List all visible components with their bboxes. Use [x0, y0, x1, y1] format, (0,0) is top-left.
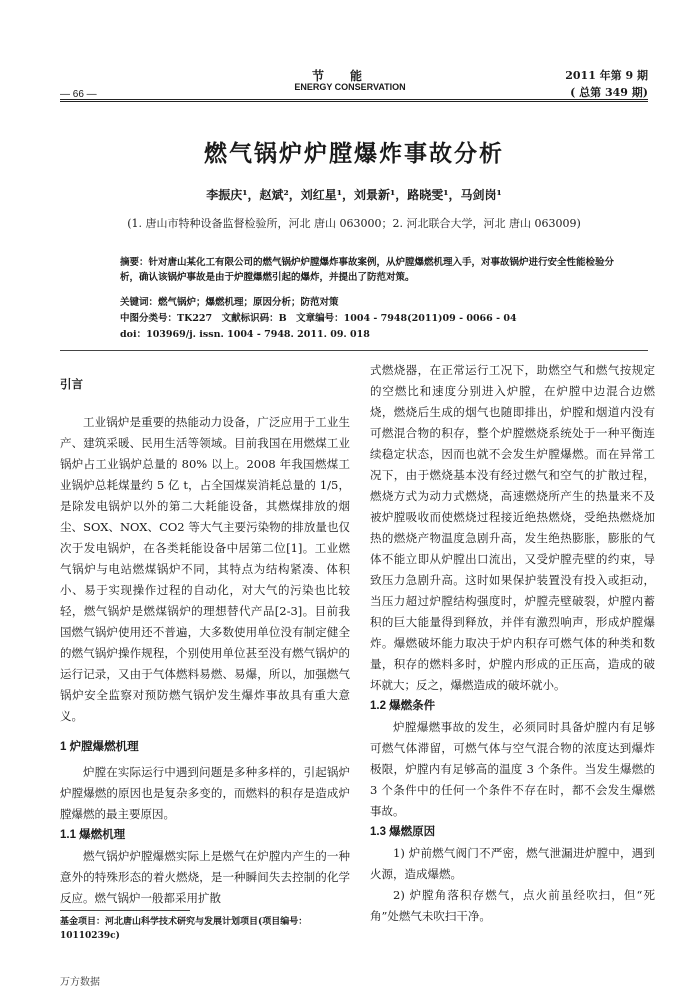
section-1-3-item-2: 2) 炉膛角落积存燃气，点火前虽经吹扫，但“死角”处燃气未吹扫干净。 — [370, 888, 655, 923]
author-list: 李振庆¹，赵斌²，刘红星¹，刘景新¹，路晓雯¹，马剑岗¹ — [206, 188, 502, 202]
page-number: — 66 — — [60, 89, 97, 100]
footnote-rule — [60, 910, 190, 911]
doi: doi：103969/j. issn. 1004 - 7948. 2011. 09. 018 — [120, 329, 370, 340]
header-rule-second — [60, 101, 648, 102]
abstract: 摘要：针对唐山某化工有限公司的燃气锅炉炉膛爆炸事故案例，从炉膛爆燃机理入手，对事故锅炉进行安全性能检验分析，确认该锅炉事故是由于炉膛爆燃引起的爆炸，并提出了防范对策。 — [120, 257, 615, 283]
total-issue-label: ( 总第 349 期) — [570, 86, 648, 99]
abstract-separator — [60, 350, 648, 351]
keywords: 关键词：燃气锅炉；爆燃机理；原因分析；防范对策 — [120, 297, 339, 308]
header-rule — [60, 99, 648, 100]
funding-note: 基金项目：河北唐山科学技术研究与发展计划项目(项目编号：10110239c) — [60, 917, 308, 941]
section-1-1-paragraph: 燃气锅炉炉膛爆燃实际上是燃气在炉膛内产生的一种意外的特殊形态的着火燃烧，是一种瞬间失去控制的化学反应。燃气锅炉一般都采用扩散 — [60, 849, 350, 905]
left-column — [60, 375, 350, 909]
article-title: 燃气锅炉炉膛爆炸事故分析 — [204, 140, 504, 167]
journal-name-en: ENERGY CONSERVATION — [294, 82, 406, 92]
classification-numbers: 中图分类号：TK227 文献标识码：B 文章编号：1004 - 7948(2011)09 - 0066 - 04 — [120, 313, 517, 324]
continued-paragraph: 式燃烧器，在正常运行工况下，助燃空气和燃气按规定的空燃比和速度分别进入炉膛，在炉膛中边混合边燃烧，燃烧后生成的烟气也随即排出，炉膛和烟道内没有可燃混合物的积存，整个炉膛燃烧系统处于一种平衡连续稳定状态，因而也就不会发生炉膛爆燃。而在异常工况下，由于燃烧基本没有经过燃气和空气的扩散过程，燃烧方式为动力式燃烧，高速燃烧所产生的热量来不及被炉膛吸收而使燃烧过程接近绝热燃烧，受绝热燃烧加热的燃烧产物温度急剧升高，发生绝热膨胀，膨胀的气体不能立即从炉膛出口流出，又受炉膛壳壁的约束，导致压力急剧升高。这时如果保护装置没有投入或拒动，当压力超过炉膛结构强度时，炉膛壳壁破裂，炉膛内蓄积的巨大能量得到释放，并伴有激烈响声，形成炉膛爆炸。爆燃破坏能力取决于炉内积存可燃气体的种类和数量，积存的燃料多时，炉膛内形成的正压高，造成的破坏就大；反之，爆燃造成的破坏就小。 — [370, 363, 655, 692]
section-1-2-heading: 1.2 爆燃条件 — [370, 700, 436, 712]
issue-label: 2011 年第 9 期 — [565, 69, 648, 82]
section-1-3-item-1: 1) 炉前燃气阀门不严密，燃气泄漏进炉膛中，遇到火源，造成爆燃。 — [370, 846, 655, 881]
section-1-1-heading: 1.1 爆燃机理 — [60, 829, 126, 841]
intro-paragraph: 工业锅炉是重要的热能动力设备，广泛应用于工业生产、建筑采暖、民用生活等领域。目前我国在用燃煤工业锅炉占工业锅炉总量的 80% 以上。2008 年我国燃煤工业锅炉总耗煤量约 5 亿 t，占全国煤炭消耗总量的 1/5，是除发电锅炉以外的第二大耗能设备，其燃煤排放的烟尘、SOX、NOX、CO2 等大气主要污染物的排放量也仅次于发电锅炉，在各类耗能设备中居第二位[1]。工业燃气锅炉与电站燃煤锅炉不同，其特点为结构紧凑、体积小、易于实现操作过程的自动化，对大气的污染也比较轻，燃气锅炉是燃煤锅炉的理想替代产品[2-3]。目前我国燃气锅炉使用还不普遍，大多数使用单位没有制定健全的燃气锅炉操作规程，个别使用单位甚至没有燃气锅炉的运行记录，又由于气体燃料易燃、易爆，所以，加强燃气锅炉安全监察对预防燃气锅炉发生爆炸事故具有重大意义。 — [60, 415, 350, 723]
section-1-heading: 1 炉膛爆燃机理 — [60, 741, 139, 753]
affiliation: (1. 唐山市特种设备监督检验所，河北 唐山 063000；2. 河北联合大学，河北 唐山 063009) — [127, 217, 581, 230]
section-1-paragraph: 炉膛在实际运行中遇到问题是多种多样的，引起锅炉炉膛爆燃的原因也是复杂多变的，而燃料的积存是造成炉膛爆燃的最主要原因。 — [60, 765, 350, 821]
right-column — [370, 360, 655, 927]
section-1-3-heading: 1.3 爆燃原因 — [370, 826, 436, 838]
watermark-footer: 万方数据 — [60, 977, 100, 988]
intro-heading: 引言 — [60, 379, 83, 391]
journal-name-cn: 节能 — [311, 69, 388, 83]
section-1-2-paragraph: 炉膛爆燃事故的发生，必须同时具备炉膛内有足够可燃气体滞留，可燃气体与空气混合物的浓度达到爆炸极限，炉膛内有足够高的温度 3 个条件。当发生爆燃的 3 个条件中的任何一个条件不存在时，都不会发生爆燃事故。 — [370, 720, 655, 818]
